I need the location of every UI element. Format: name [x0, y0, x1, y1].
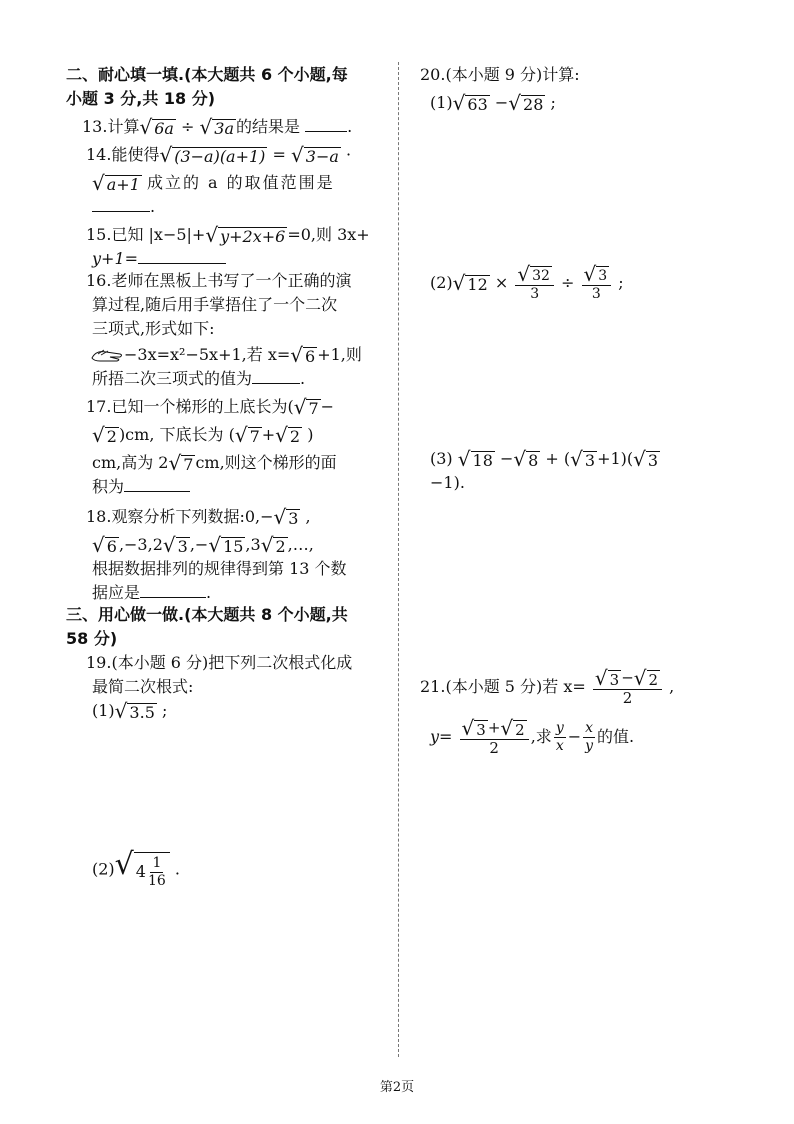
question-18-line4: 据应是 .: [92, 583, 212, 602]
question-20: 20.(本小题 9 分)计算:: [420, 65, 580, 84]
answer-blank[interactable]: [305, 117, 347, 132]
section-3-title: 三、用心做一做.(本大题共 8 个小题,共: [66, 605, 348, 624]
answer-blank[interactable]: [138, 249, 226, 264]
answer-blank[interactable]: [124, 477, 190, 492]
question-17: 17.已知一个梯形的上底长为( √ 7 −: [86, 395, 335, 419]
question-18-line3: 根据数据排列的规律得到第 13 个数: [92, 559, 347, 578]
covering-hand-icon: [90, 348, 124, 364]
question-16-line5: 所捂二次三项式的值为 .: [92, 369, 306, 388]
answer-blank[interactable]: [140, 583, 206, 598]
question-19-part-1: (1) √ 3.5 ;: [92, 699, 168, 723]
question-17-line3: cm,高为 2 √ 7 cm,则这个梯形的面: [92, 451, 337, 475]
question-19: 19.(本小题 6 分)把下列二次根式化成: [86, 653, 353, 672]
question-15-cont: y+1=: [92, 248, 226, 270]
question-15: 15.已知 |x−5|+ √ y+2x+6 =0,则 3x+: [86, 223, 370, 247]
question-14: 14.能使得 √ (3−a)(a+1) = √ 3−a ·: [86, 143, 352, 167]
question-19-part-2: (2) √ 4 $\frac{1}{16}$ .: [92, 847, 180, 889]
section-2-title-cont: 小题 3 分,共 18 分): [66, 89, 216, 108]
question-18: 18.观察分析下列数据:0,− √ 3 ,: [86, 505, 311, 529]
question-14-blank: .: [92, 196, 155, 218]
question-16-line3: 三项式,形式如下:: [92, 319, 215, 338]
question-16-line4: −3x=x²−5x+1,若 x= √ 6 +1,则: [90, 344, 362, 366]
section-2-title: 二、耐心填一填.(本大题共 6 个小题,每: [66, 65, 348, 84]
question-21-line2: y= √ 3 + √ 2 2 ,求 $\frac{y}{x}$ − $\frac{x}{y}$ 的值.: [430, 716, 635, 757]
section-3-title-cont: 58 分): [66, 629, 118, 648]
question-20-part-2: (2) √ 12 × √ 32 3 ÷ √ 3 3 ;: [430, 262, 624, 302]
page-number: 第2页: [379, 1080, 415, 1095]
question-13: 13.计算 √ 6a ÷ √ 3a 的结果是 .: [82, 115, 353, 139]
question-16: 16.老师在黑板上书写了一个正确的演: [86, 271, 352, 290]
question-20-part-1: (1) √ 63 − √ 28 ;: [430, 91, 556, 115]
question-16-line2: 算过程,随后用手掌捂住了一个二次: [92, 295, 338, 314]
question-20-part-3-cont: −1).: [430, 473, 465, 492]
question-21: 21.(本小题 5 分)若 x= √ 3 − √ 2 2 ,: [420, 666, 675, 707]
column-divider: [398, 62, 399, 1057]
question-20-part-3: (3) √ 18 − √ 8 + ( √ 3 +1)( √ 3: [430, 447, 659, 471]
question-17-line4: 积为: [92, 476, 190, 498]
question-14-cont: √ a+1 成立的 a 的取值范围是: [92, 171, 335, 195]
question-18-line2: √ 6 ,−3,2 √ 3 ,− √ 15 ,3 √ 2 ,…,: [92, 533, 314, 557]
question-19-line2: 最简二次根式:: [92, 677, 194, 696]
question-17-line2: √ 2 )cm, 下底长为 ( √ 7 + √ 2 ): [92, 423, 314, 447]
answer-blank[interactable]: [252, 369, 300, 384]
answer-blank[interactable]: [92, 197, 150, 212]
